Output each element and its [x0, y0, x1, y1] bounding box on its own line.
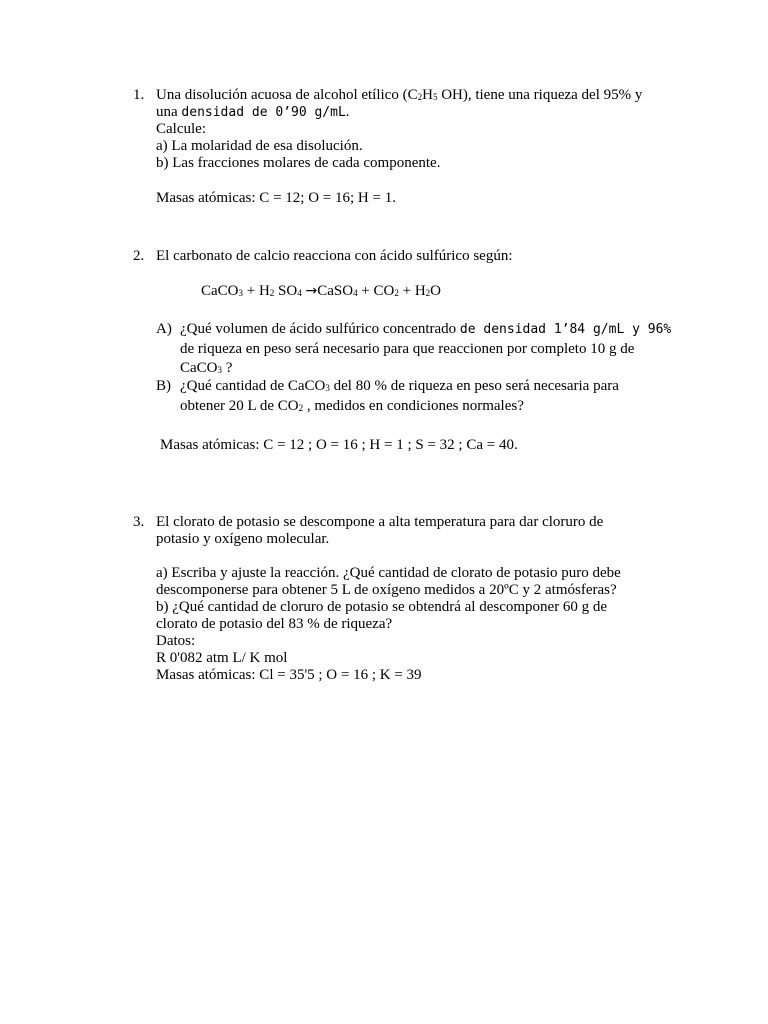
- sub-question-b: clorato de potasio del 83 % de riqueza?: [156, 616, 393, 632]
- sub-question-b: b) Las fracciones molares de cada componente.: [156, 155, 441, 171]
- question-text-line: potasio y oxígeno molecular.: [156, 531, 330, 547]
- sub-question-a: a) La molaridad de esa disolución.: [156, 138, 363, 154]
- question-number: 1.: [133, 87, 145, 103]
- item-label-a: A): [156, 321, 172, 337]
- atomic-masses: Masas atómicas: C = 12 ; O = 16 ; H = 1 ; S = 32 ; Ca = 40.: [160, 437, 518, 453]
- atomic-masses: Masas atómicas: Cl = 35'5 ; O = 16 ; K = 39: [156, 667, 422, 683]
- item-a-line: ¿Qué volumen de ácido sulfúrico concentrado de densidad 1’84 g/mL y 96%: [180, 321, 672, 337]
- reaction-arrow: →: [305, 283, 318, 299]
- atomic-masses: Masas atómicas: C = 12; O = 16; H = 1.: [156, 190, 396, 206]
- item-a-line: de riqueza en peso será necesario para que reaccionen por completo 10 g de: [180, 341, 635, 357]
- item-b-line: obtener 20 L de $CO_2$ , medidos en condiciones normales?: [180, 398, 524, 414]
- gas-constant: R 0'082 atm L/ K mol: [156, 650, 288, 666]
- question-text-line: Una disolución acuosa de alcohol etílico ($C_2H_5$ OH), tiene una riqueza del 95% y: [156, 87, 643, 103]
- sub-question-a: descomponerse para obtener 5 L de oxígeno medidos a 20ºC y 2 atmósferas?: [156, 582, 617, 598]
- sub-question-b: b) ¿Qué cantidad de cloruro de potasio se obtendrá al descomponer 60 g de: [156, 599, 608, 615]
- question-intro: El carbonato de calcio reacciona con ácido sulfúrico según:: [156, 248, 513, 264]
- item-a-line: CaCO$_3$ ?: [180, 360, 233, 376]
- item-label-b: B): [156, 378, 171, 394]
- chemical-equation: CaCO$_3$ + $H_2$ $SO_4$ →CaSO$_4$ + $CO_2 + H_2O$: [201, 283, 441, 299]
- question-text-line: una densidad de 0’90 g/mL.: [156, 104, 350, 120]
- datos-label: Datos:: [156, 633, 196, 649]
- sub-question-a: a) Escriba y ajuste la reacción. ¿Qué cantidad de clorato de potasio puro debe: [156, 565, 621, 581]
- question-text-line: El clorato de potasio se descompone a alta temperatura para dar cloruro de: [156, 514, 604, 530]
- calcule-label: Calcule:: [156, 121, 206, 137]
- item-b-line: ¿Qué cantidad de CaCO$_3$ del 80 % de riqueza en peso será necesaria para: [180, 378, 619, 394]
- question-number: 2.: [133, 248, 145, 264]
- question-number: 3.: [133, 514, 145, 530]
